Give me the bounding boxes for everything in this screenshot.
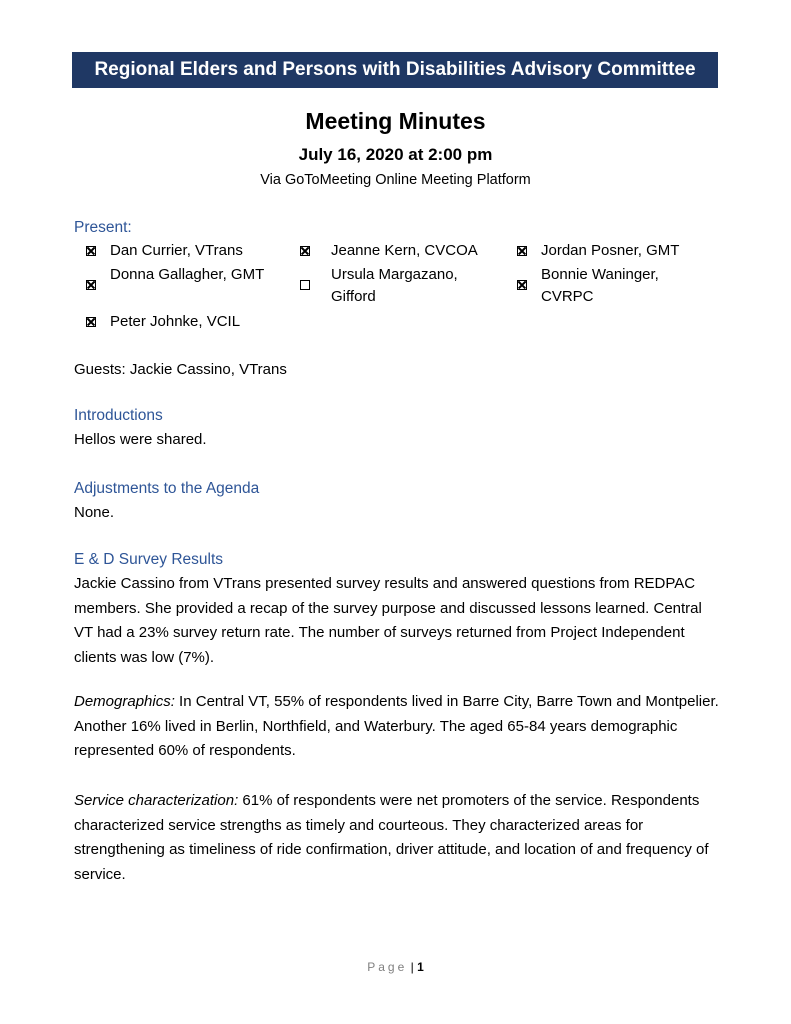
checkbox-empty-icon — [300, 280, 310, 290]
attendee-name: Jeanne Kern, CVCOA — [331, 242, 478, 259]
checkbox-checked-icon — [517, 246, 527, 256]
meeting-date: July 16, 2020 at 2:00 pm — [298, 145, 493, 164]
page-footer — [0, 960, 791, 974]
committee-banner: Regional Elders and Persons with Disabilities Advisory Committee — [72, 52, 718, 88]
demographics-paragraph — [74, 690, 724, 764]
guests-line: Guests: Jackie Cassino, VTrans — [74, 361, 287, 378]
page-separator: | — [410, 960, 414, 974]
attendee-name: Donna Gallagher, GMT — [110, 266, 265, 283]
attendee-name: Ursula Margazano, Gifford — [331, 266, 458, 305]
checkbox-checked-icon — [86, 280, 96, 290]
service-label: Service characterization: — [74, 792, 239, 809]
checkbox-checked-icon — [86, 317, 96, 327]
survey-heading: E & D Survey Results — [74, 551, 224, 568]
service-paragraph — [74, 789, 724, 887]
adjustments-body: None. — [74, 504, 115, 521]
document-title: Meeting Minutes — [305, 108, 486, 134]
page-number: 1 — [417, 960, 424, 974]
survey-body: Jackie Cassino from VTrans presented survey results and answered questions from REDPAC members. She provided a recap of the survey purpose and discussed lessons learned. Central VT had a 23% survey return rate. The number of surveys returned from Project Independent clients was low (7%). — [74, 575, 702, 666]
attendee-name: Bonnie Waninger, CVRPC — [541, 266, 659, 305]
page-label: Page — [367, 960, 408, 974]
meeting-platform: Via GoToMeeting Online Meeting Platform — [260, 172, 531, 188]
checkbox-checked-icon — [86, 246, 96, 256]
introductions-body: Hellos were shared. — [74, 431, 207, 448]
checkbox-checked-icon — [517, 280, 527, 290]
adjustments-heading: Adjustments to the Agenda — [74, 480, 260, 497]
demographics-body: In Central VT, 55% of respondents lived in Barre City, Barre Town and Montpelier. Another 16% lived in Berlin, Northfield, and Waterbury. The aged 65-84 years demographic represented 60% of respondents. — [74, 693, 719, 759]
introductions-heading: Introductions — [74, 407, 163, 424]
service-body: 61% of respondents were net promoters of the service. Respondents characterized service strengths as timely and courteous. They characterized areas for strengthening as timeliness of ride confirmation, driver attitude, and location of and frequency of service. — [74, 792, 709, 883]
checkbox-checked-icon — [300, 246, 310, 256]
present-heading: Present: — [74, 219, 132, 236]
demographics-label: Demographics: — [74, 693, 175, 710]
attendee-name: Dan Currier, VTrans — [110, 242, 243, 259]
attendee-name: Jordan Posner, GMT — [541, 242, 680, 259]
attendee-name: Peter Johnke, VCIL — [110, 313, 241, 330]
